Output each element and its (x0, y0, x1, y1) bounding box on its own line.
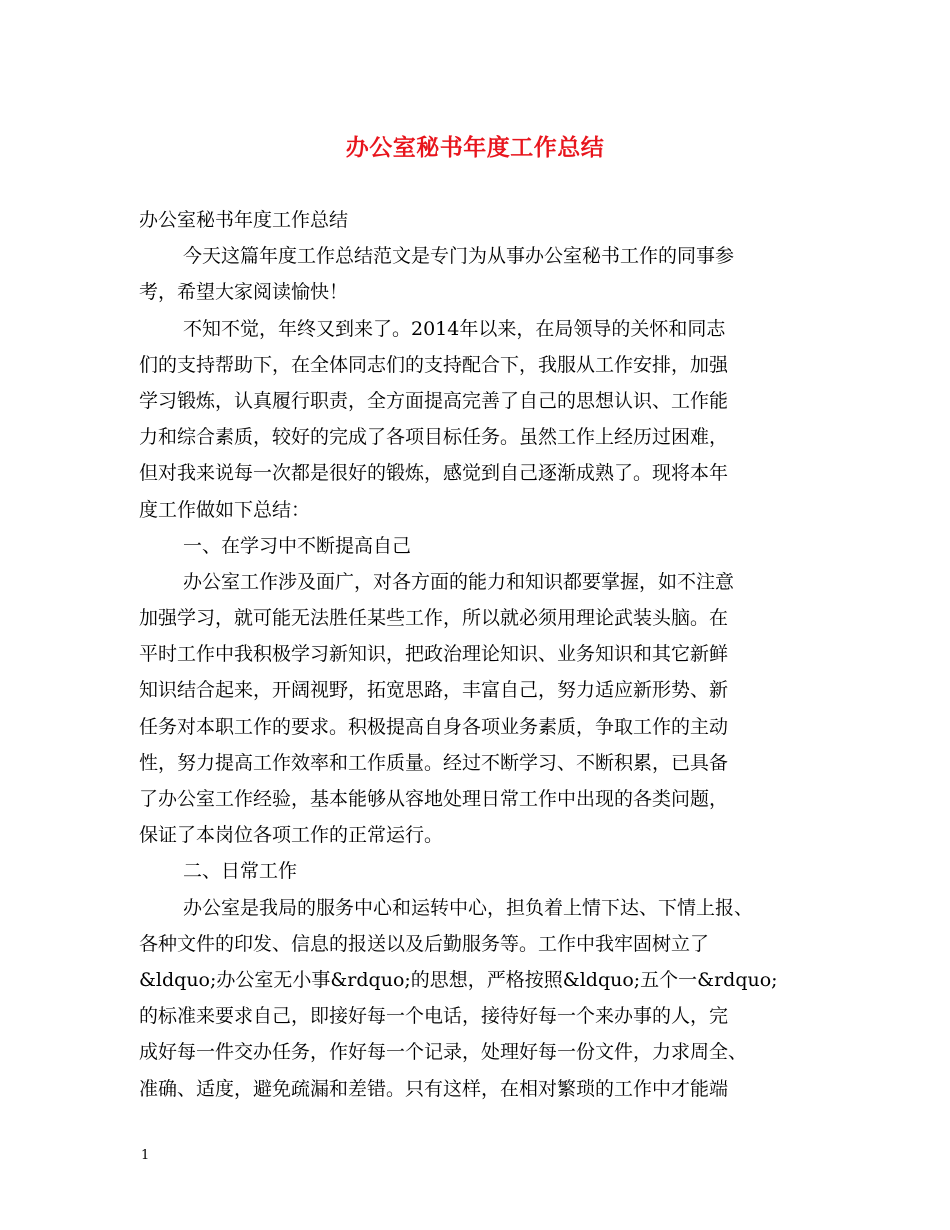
body-line: 二、日常工作 (183, 860, 298, 883)
body-line: 办公室秘书年度工作总结 (139, 209, 349, 231)
body-line: 保证了本岗位各项工作的正常运行。 (139, 824, 444, 847)
body-line: 一、在学习中不断提高自己 (183, 534, 412, 557)
body-line: 学习锻炼，认真履行职责，全方面提高完善了自己的思想认识、工作能 (139, 389, 729, 412)
body-line: 准确、适度，避免疏漏和差错。只有这样，在相对繁琐的工作中才能端 (139, 1077, 729, 1100)
body-line: 性，努力提高工作效率和工作质量。经过不断学习、不断积累，已具备 (139, 751, 729, 774)
body-line: 成好每一件交办任务，作好每一个记录，处理好每一份文件，力求周全、 (139, 1041, 748, 1064)
body-line: 的标准来要求自己，即接好每一个电话，接待好每一个来办事的人，完 (139, 1005, 729, 1028)
body-line: 任务对本职工作的要求。积极提高自身各项业务素质，争取工作的主动 (139, 715, 729, 738)
body-line: 了办公室工作经验，基本能够从容地处理日常工作中出现的各类问题， (139, 788, 729, 810)
document-title: 办公室秘书年度工作总结 (345, 134, 605, 161)
body-line: 考，希望大家阅读愉快！ (139, 281, 349, 304)
document-body (139, 202, 839, 1107)
body-line: 力和综合素质，较好的完成了各项目标任务。虽然工作上经历过困难， (139, 426, 729, 449)
body-line: 知识结合起来，开阔视野，拓宽思路，丰富自己，努力适应新形势、新 (139, 679, 729, 702)
body-line: 不知不觉，年终又到来了。2014年以来，在局领导的关怀和同志 (183, 317, 726, 340)
body-line: 办公室是我局的服务中心和运转中心，担负着上情下达、下情上报、 (183, 896, 754, 919)
page-number: 1 (141, 1148, 150, 1163)
body-line: 加强学习，就可能无法胜任某些工作，所以就必须用理论武装头脑。在 (139, 607, 729, 630)
body-line: 各种文件的印发、信息的报送以及后勤服务等。工作中我牢固树立了 (139, 932, 710, 955)
body-line: 们的支持帮助下，在全体同志们的支持配合下，我服从工作安排，加强 (139, 353, 729, 376)
body-line: 平时工作中我积极学习新知识，把政治理论知识、业务知识和其它新鲜 (139, 643, 729, 666)
body-line: &ldquo;办公室无小事&rdquo;的思想，严格按照&ldquo;五个一&rdquo; (139, 968, 778, 991)
body-line: 度工作做如下总结： (139, 498, 311, 521)
body-line: 但对我来说每一次都是很好的锻炼，感觉到自己逐渐成熟了。现将本年 (139, 462, 729, 485)
body-line: 办公室工作涉及面广，对各方面的能力和知识都要掌握，如不注意 (183, 570, 735, 593)
body-line: 今天这篇年度工作总结范文是专门为从事办公室秘书工作的同事参 (183, 245, 735, 268)
